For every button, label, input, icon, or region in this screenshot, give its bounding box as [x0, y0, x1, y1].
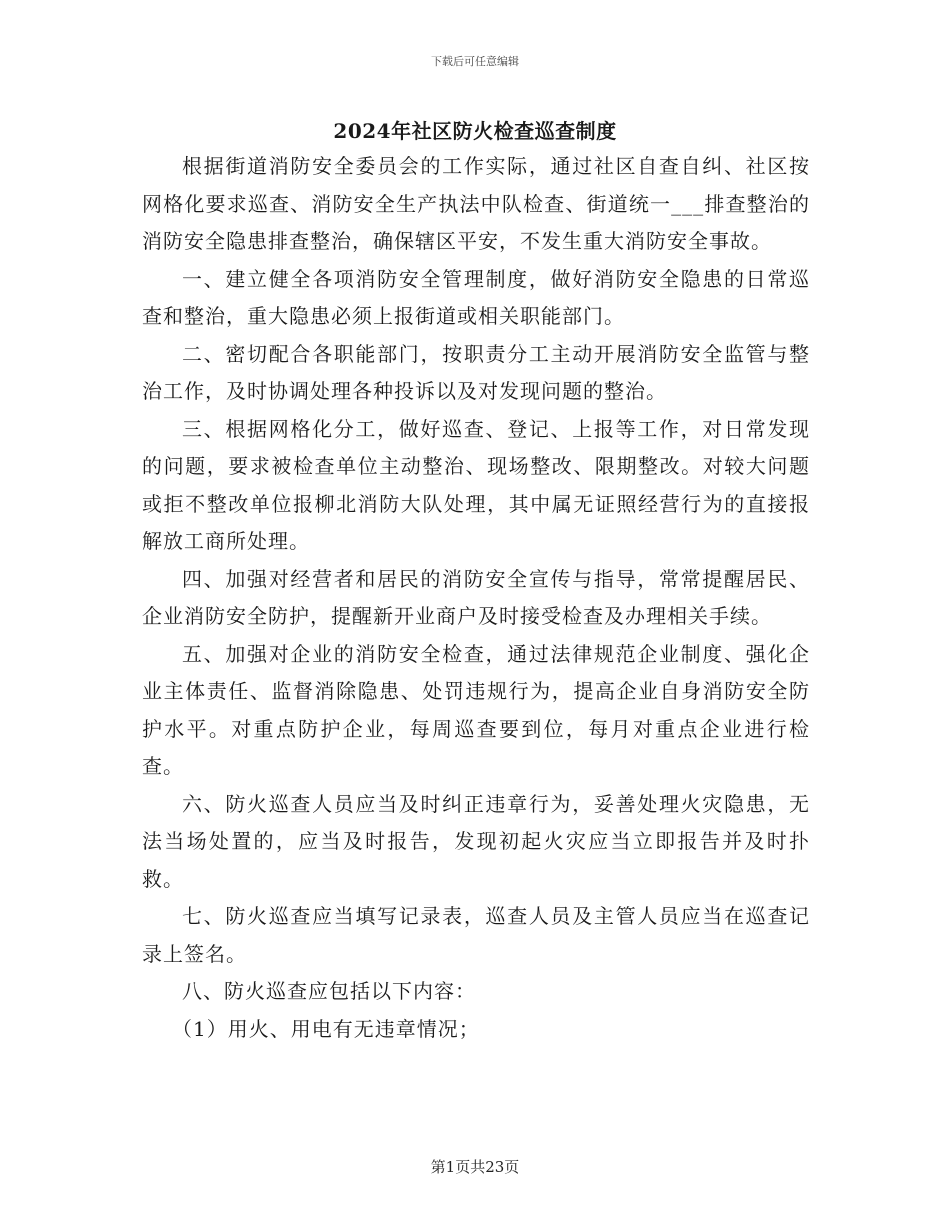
page-number: 第1页共23页: [430, 1158, 520, 1176]
document-title: 2024年社区防火检查巡查制度: [333, 119, 617, 143]
paragraph-item-7: 七、防火巡查应当填写记录表，巡查人员及主管人员应当在巡查记录上签名。: [142, 904, 810, 966]
paragraph-item-1: 一、建立健全各项消防安全管理制度，做好消防安全隐患的日常巡查和整治，重大隐患必须上报街道或相关职能部门。: [142, 266, 810, 328]
paragraph-item-2: 二、密切配合各职能部门，按职责分工主动开展消防安全监管与整治工作，及时协调处理各种投诉以及对发现问题的整治。: [142, 341, 810, 403]
paragraph-item-5: 五、加强对企业的消防安全检查，通过法律规范企业制度、强化企业主体责任、监督消除隐患、处罚违规行为，提高企业自身消防安全防护水平。对重点防护企业，每周巡查要到位，每月对重点企业进行检查。: [142, 641, 810, 778]
page-header-note: 下载后可任意编辑: [431, 55, 519, 68]
paragraph-item-4: 四、加强对经营者和居民的消防安全宣传与指导，常常提醒居民、企业消防安全防护，提醒新开业商户及时接受检查及办理相关手续。: [142, 566, 810, 628]
paragraph-item-3: 三、根据网格化分工，做好巡查、登记、上报等工作，对日常发现的问题，要求被检查单位主动整治、现场整改、限期整改。对较大问题或拒不整改单位报柳北消防大队处理，其中属无证照经营行为的直接报解放工商所处理。: [142, 416, 810, 553]
document-body: [142, 148, 810, 1048]
paragraph-intro: 根据街道消防安全委员会的工作实际，通过社区自查自纠、社区按网格化要求巡查、消防安全生产执法中队检查、街道统一___排查整治的消防安全隐患排查整治，确保辖区平安，不发生重大消防安全事故。: [142, 154, 810, 253]
paragraph-subitem-1: （1）用火、用电有无违章情况；: [172, 1016, 480, 1041]
paragraph-item-6: 六、防火巡查人员应当及时纠正违章行为，妥善处理火灾隐患，无法当场处置的，应当及时报告，发现初起火灾应当立即报告并及时扑救。: [142, 791, 810, 891]
paragraph-item-8: 八、防火巡查应包括以下内容：: [182, 979, 476, 1003]
